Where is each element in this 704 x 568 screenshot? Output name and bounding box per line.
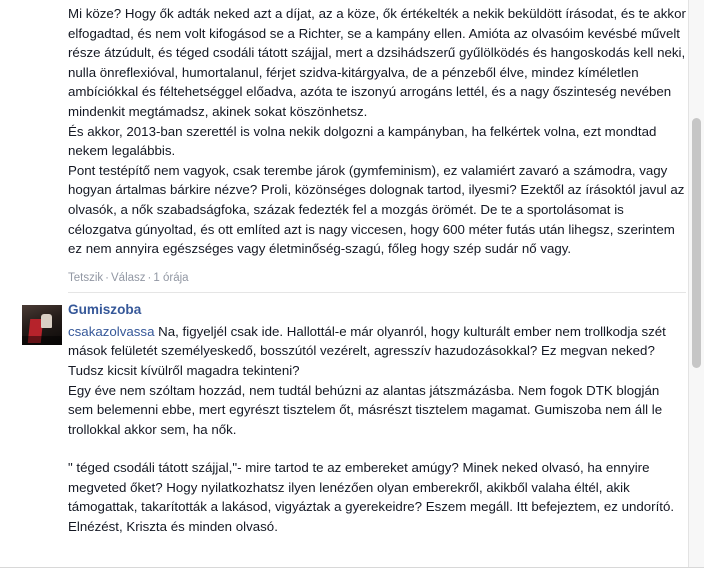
reply-paragraph-1 [68, 322, 686, 381]
vertical-scrollbar[interactable] [688, 0, 704, 568]
reply-paragraph-1-text: Na, figyeljél csak ide. Hallottál-e már olyanról, hogy kulturált ember nem trollkodja szét mások felületét személyeskedő, bosszútól vezérelt, agresszív hazudozásokkal? Ez megvan neked? Tudsz kicsit kívülről magadra tekinteni? [68, 323, 666, 378]
reply-body [68, 322, 686, 537]
avatar-shadow [22, 336, 62, 345]
comment-divider [68, 292, 686, 293]
paragraph-spacer [68, 439, 686, 458]
reply-paragraph-2: Egy éve nem szóltam hozzád, nem tudtál behúzni az alantas játszmázásba. Nem fogok DTK blogján sem belemenni ebbe, mert egyrészt tisztelem őt, másrészt tisztelem magamat. Gumiszoba nem áll le trollokkal akkor sem, ha nők. [68, 382, 663, 437]
top-comment-paragraph-1: Mi köze? Hogy ők adták neked azt a díjat, az a köze, ők értékelték a nekik beküldött írásodat, és te akkor elfogadtad, és nem volt kifogásod se a Richter, se a kampány ellen. Amióta az olvasóim kevésbé művelt része átzúdult, és téged csodáli tátott szájjal, mert a dzsihádszerű gyűlölködés és hangoskodás kell neki, nulla önreflexióval, humortalanul, férjet szidva-kitárgyalva, de a pénzeből élve, mindez kíméletlen ambíciókkal és féltehetséggel előadva, azóta te iszonyú arrogáns lettél, és a nagy őszinteség nevében mindenkit megtámadsz, akinek sokat köszönhetsz. [68, 6, 686, 119]
top-comment-paragraph-2: És akkor, 2013-ban szerettél is volna nekik dolgozni a kampányban, ha felkértek volna, ezt mondtad nekem legalábbis. [68, 123, 657, 159]
avatar[interactable] [22, 305, 62, 345]
avatar-shape-light [41, 314, 52, 328]
top-comment-paragraph-3: Pont testépítő nem vagyok, csak terembe járok (gymfeminism), ez valamiért zavaró a számodra, vagy hogyan ártalmas bárkire nézve? Proli, közönséges dolognak tartod, ilyesmi? Ezektől az írásoktól javul az olvasók, a nők szabadságfoka, százak fedezték fel a mozgás örömét. De te a sportolásomat is célozgatva gúnyoltad, és ott említed azt is nagy viccesen, hogy 600 méter futás után lihegsz, szerintem ez nem annyira egészséges vagy életminőség-szagú, főleg hogy szép sudár nő vagy. [68, 162, 685, 257]
reply-paragraph-3: " téged csodáli tátott szájjal,"- mire tartod te az embereket amúgy? Minek neked olvasó, ha ennyire megveted őket? Hogy nyilatkozhatsz ilyen lenézően olyan emberekről, akikből valaha éltél, akik támogattak, takarították a lakásod, vigyáztak a gyerekeidre? Eszem megáll. Itt befejeztem, ez undorító. [68, 460, 675, 515]
meta-separator-2: · [147, 271, 152, 284]
scrollbar-thumb[interactable] [692, 118, 701, 368]
mention-link[interactable]: csakazolvassa [68, 323, 155, 339]
top-comment-body [68, 4, 686, 259]
timestamp-label[interactable]: 1 órája [153, 271, 189, 284]
reply-link[interactable]: Válasz [111, 271, 146, 284]
reply-paragraph-4: Elnézést, Kriszta és minden olvasó. [68, 519, 278, 535]
top-comment-meta [68, 270, 686, 292]
like-link[interactable]: Tetszik [68, 271, 104, 284]
meta-separator-1: · [105, 271, 109, 284]
reply-comment [0, 301, 704, 537]
reply-author-name[interactable]: Gumiszoba [68, 301, 142, 317]
